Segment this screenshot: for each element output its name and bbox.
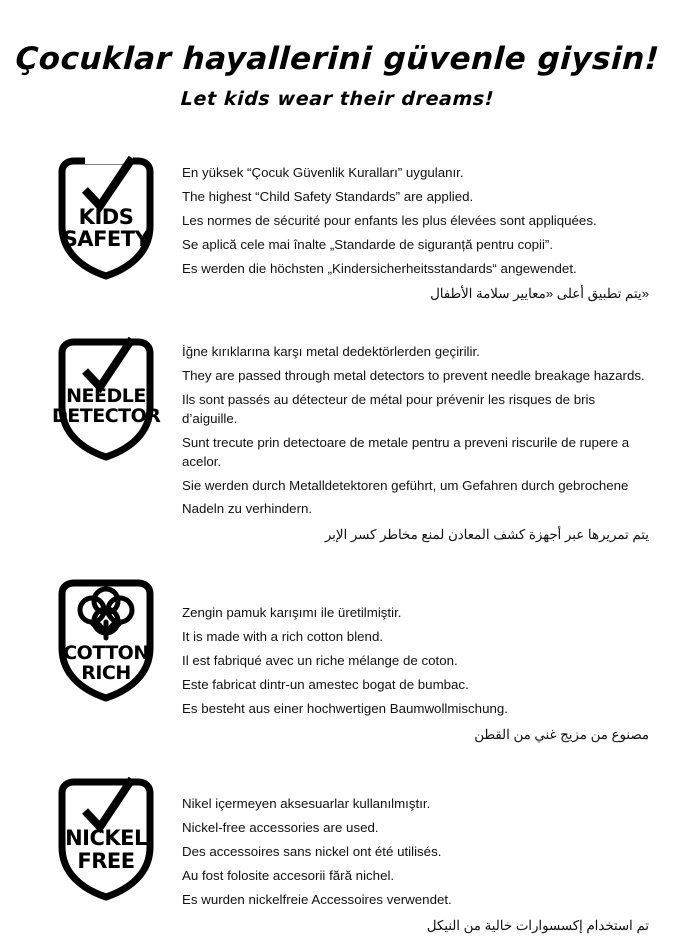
feature-text-block bbox=[166, 152, 675, 309]
feature-line-en: They are passed through metal detectors to prevent needle breakage hazards. bbox=[182, 368, 645, 384]
feature-list bbox=[0, 152, 675, 941]
feature-line-fr: Des accessoires sans nickel ont été utilisés. bbox=[182, 844, 442, 860]
feature-line-de: Es werden die höchsten „Kindersicherheitsstandards“ angewendet. bbox=[182, 260, 577, 276]
feature-row bbox=[0, 333, 675, 550]
badge-label-line2: DETECTOR bbox=[52, 405, 161, 428]
badge-cotton-rich bbox=[46, 574, 166, 704]
badge-kids-safety bbox=[46, 152, 166, 282]
feature-text-block bbox=[166, 574, 675, 749]
feature-line-fr: Ils sont passés au détecteur de métal pour prévenir les risques de bris d’aiguille. bbox=[182, 392, 596, 426]
feature-line-ar: «يتم تطبيق أعلى «معايير سلامة الأطفال bbox=[430, 286, 649, 302]
badge-label bbox=[52, 644, 160, 684]
feature-line-ro: Se aplică cele mai înalte „Standarde de siguranță pentru copii”. bbox=[182, 236, 554, 252]
feature-line-de: Es besteht aus einer hochwertigen Baumwollmischung. bbox=[182, 700, 508, 716]
page-subtitle: Let kids wear their dreams! bbox=[180, 88, 495, 111]
feature-line-ar: تم استخدام إكسسوارات خالية من النيكل bbox=[426, 917, 649, 933]
feature-line-tr: Zengin pamuk karışımı ile üretilmiştir. bbox=[182, 605, 402, 621]
shield-check-icon bbox=[52, 775, 160, 903]
feature-line-en: It is made with a rich cotton blend. bbox=[182, 629, 384, 645]
feature-line-en: The highest “Child Safety Standards” are applied. bbox=[182, 188, 474, 204]
page-title: Çocuklar hayallerini güvenle giysin! bbox=[14, 41, 661, 77]
feature-row bbox=[0, 574, 675, 749]
feature-line-ar: يتم تمريرها عبر أجهزة كشف المعادن لمنع مخاطر كسر الإبر bbox=[324, 527, 649, 543]
shield-check-icon bbox=[52, 335, 160, 463]
feature-line-ro: Au fost folosite accesorii fără nichel. bbox=[182, 868, 395, 884]
badge-label bbox=[52, 387, 160, 427]
badge-label-line2: FREE bbox=[77, 848, 135, 873]
badge-label bbox=[52, 206, 160, 250]
feature-row bbox=[0, 152, 675, 309]
header bbox=[0, 0, 675, 110]
shield-check-icon bbox=[52, 154, 160, 282]
feature-line-tr: İğne kırıklarına karşı metal dedektörlerden geçirilir. bbox=[182, 344, 480, 360]
badge-label-line1: NEEDLE bbox=[66, 385, 146, 408]
feature-line-tr: En yüksek “Çocuk Güvenlik Kuralları” uygulanır. bbox=[182, 165, 464, 181]
feature-line-fr: Il est fabriqué avec un riche mélange de coton. bbox=[182, 652, 458, 668]
feature-line-en: Nickel-free accessories are used. bbox=[182, 820, 379, 836]
cotton-plant-icon bbox=[52, 576, 160, 704]
feature-text-block bbox=[166, 773, 675, 940]
feature-row bbox=[0, 773, 675, 940]
feature-text-block bbox=[166, 333, 675, 550]
badge-label-line1: COTTON bbox=[63, 642, 149, 665]
badge-nickel-free bbox=[46, 773, 166, 903]
feature-line-de-cont: Nadeln zu verhindern. bbox=[182, 501, 313, 517]
badge-label-line2: SAFETY bbox=[62, 227, 150, 252]
badge-label-line2: RICH bbox=[81, 662, 131, 685]
feature-line-ro: Sunt trecute prin detectoare de metale pentru a preveni riscurile de rupere a acelor. bbox=[182, 434, 630, 469]
feature-line-de: Es wurden nickelfreie Accessoires verwendet. bbox=[182, 891, 452, 907]
feature-line-de: Sie werden durch Metalldetektoren geführt, um Gefahren durch gebrochene bbox=[182, 477, 629, 493]
badge-label bbox=[52, 827, 160, 871]
badge-label-line1: NICKEL bbox=[65, 826, 147, 851]
badge-needle-detector bbox=[46, 333, 166, 463]
feature-line-tr: Nikel içermeyen aksesuarlar kullanılmıştır. bbox=[182, 796, 431, 812]
feature-line-ar: مصنوع من مزيج غني من القطن bbox=[474, 726, 649, 742]
badge-label-line1: KIDS bbox=[78, 205, 134, 230]
feature-line-ro: Este fabricat dintr-un amestec bogat de bumbac. bbox=[182, 676, 469, 692]
feature-line-fr: Les normes de sécurité pour enfants les plus élevées sont appliquées. bbox=[182, 212, 597, 228]
